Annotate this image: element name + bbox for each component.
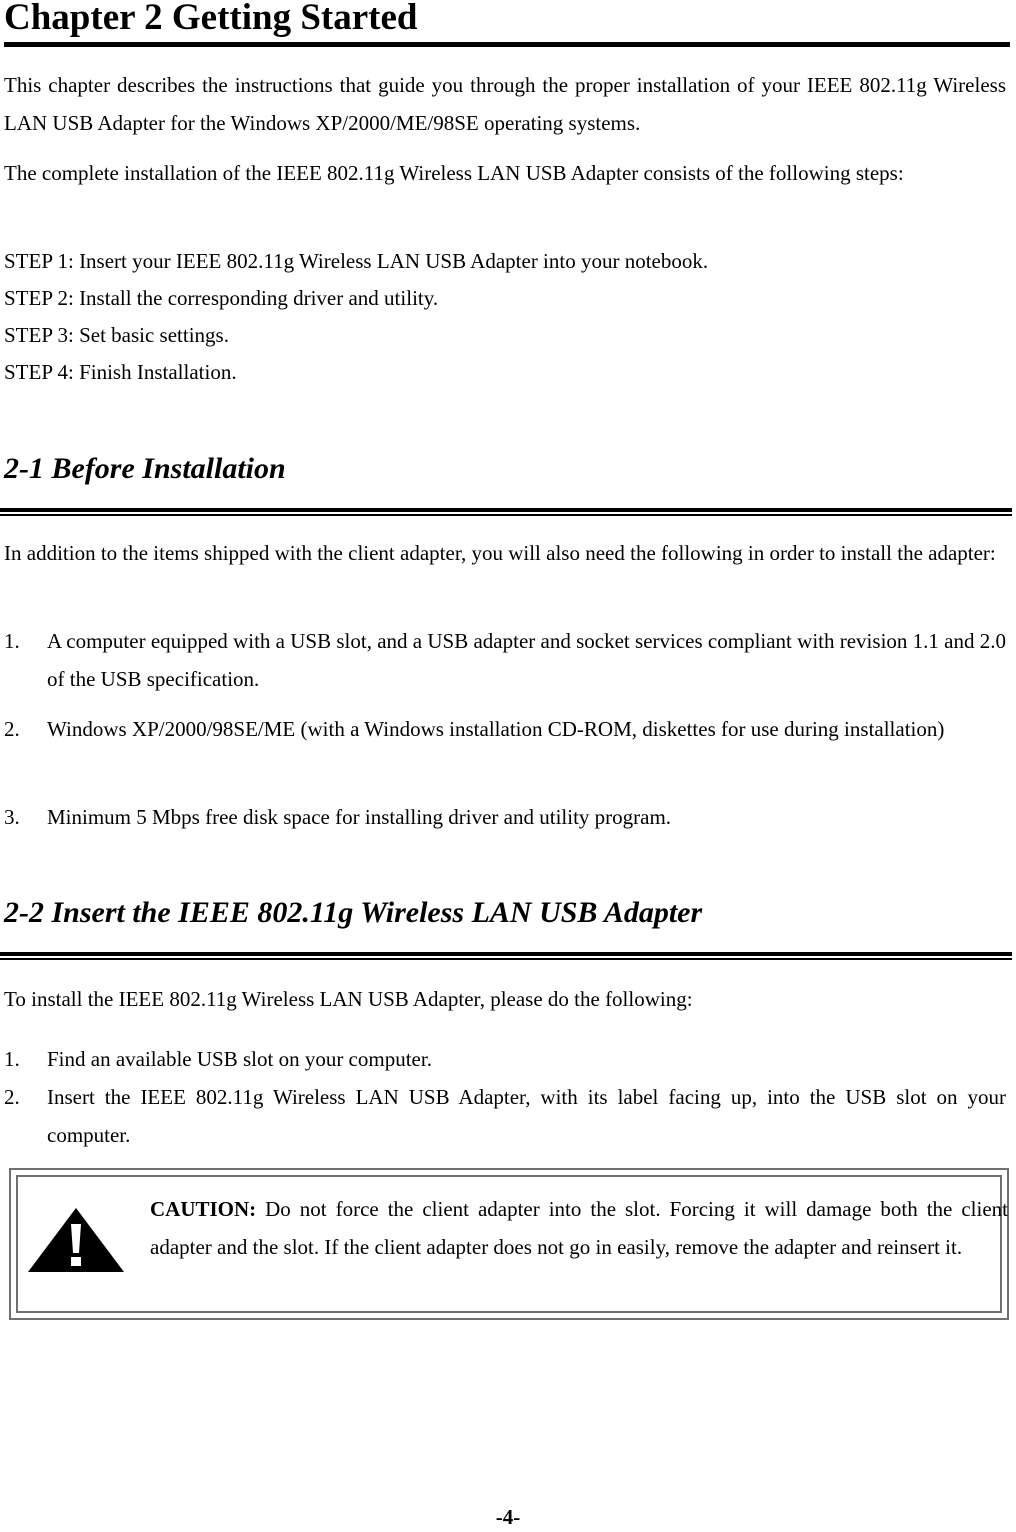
chapter-rule bbox=[4, 42, 1010, 47]
list-item-number: 3. bbox=[4, 805, 20, 829]
step-3: STEP 3: Set basic settings. bbox=[4, 323, 229, 347]
chapter-intro-1: This chapter describes the instructions that guide you through the proper installation of your IEEE 802.11g Wireless LAN USB Adapter for the Windows XP/2000/ME/98SE operating systems. bbox=[4, 73, 1006, 135]
step-1: STEP 1: Insert your IEEE 802.11g Wireless LAN USB Adapter into your notebook. bbox=[4, 249, 709, 273]
section-rule-2 bbox=[0, 952, 1012, 961]
section-title-insert-adapter: 2-2 Insert the IEEE 802.11g Wireless LAN USB Adapter bbox=[4, 896, 703, 929]
caution-text bbox=[150, 1190, 1008, 1266]
caution-label: CAUTION: bbox=[150, 1197, 257, 1221]
list-item-number: 1. bbox=[4, 629, 20, 653]
list-item-text: Minimum 5 Mbps free disk space for installing driver and utility program. bbox=[47, 805, 672, 829]
section-rule-1 bbox=[0, 508, 1012, 517]
list-item-number: 1. bbox=[4, 1047, 20, 1071]
list-item-text: Insert the IEEE 802.11g Wireless LAN USB Adapter, with its label facing up, into the USB slot on your computer. bbox=[47, 1085, 1006, 1147]
section-2-intro: To install the IEEE 802.11g Wireless LAN USB Adapter, please do the following: bbox=[4, 987, 693, 1011]
list-item-number: 2. bbox=[4, 717, 20, 741]
step-4: STEP 4: Finish Installation. bbox=[4, 360, 237, 384]
chapter-title: Chapter 2 Getting Started bbox=[4, 0, 418, 38]
section-title-before-installation: 2-1 Before Installation bbox=[4, 452, 286, 485]
list-item-number: 2. bbox=[4, 1085, 20, 1109]
warning-icon bbox=[26, 1206, 126, 1274]
caution-message: Do not force the client adapter into the slot. Forcing it will damage both the client adapter and the slot. If the client adapter does not go in easily, remove the adapter and reinsert it. bbox=[150, 1197, 1008, 1259]
list-item-text: Windows XP/2000/98SE/ME (with a Windows installation CD-ROM, diskettes for use during installation) bbox=[47, 717, 945, 741]
chapter-intro-2: The complete installation of the IEEE 802.11g Wireless LAN USB Adapter consists of the following steps: bbox=[4, 161, 904, 185]
step-2: STEP 2: Install the corresponding driver and utility. bbox=[4, 286, 439, 310]
page-number: -4- bbox=[495, 1505, 521, 1529]
list-item-text: A computer equipped with a USB slot, and a USB adapter and socket services compliant with revision 1.1 and 2.0 of the USB specification. bbox=[47, 629, 1006, 691]
list-item-text: Find an available USB slot on your computer. bbox=[47, 1047, 432, 1071]
section-1-intro: In addition to the items shipped with the client adapter, you will also need the following in order to install the adapter: bbox=[4, 541, 996, 565]
